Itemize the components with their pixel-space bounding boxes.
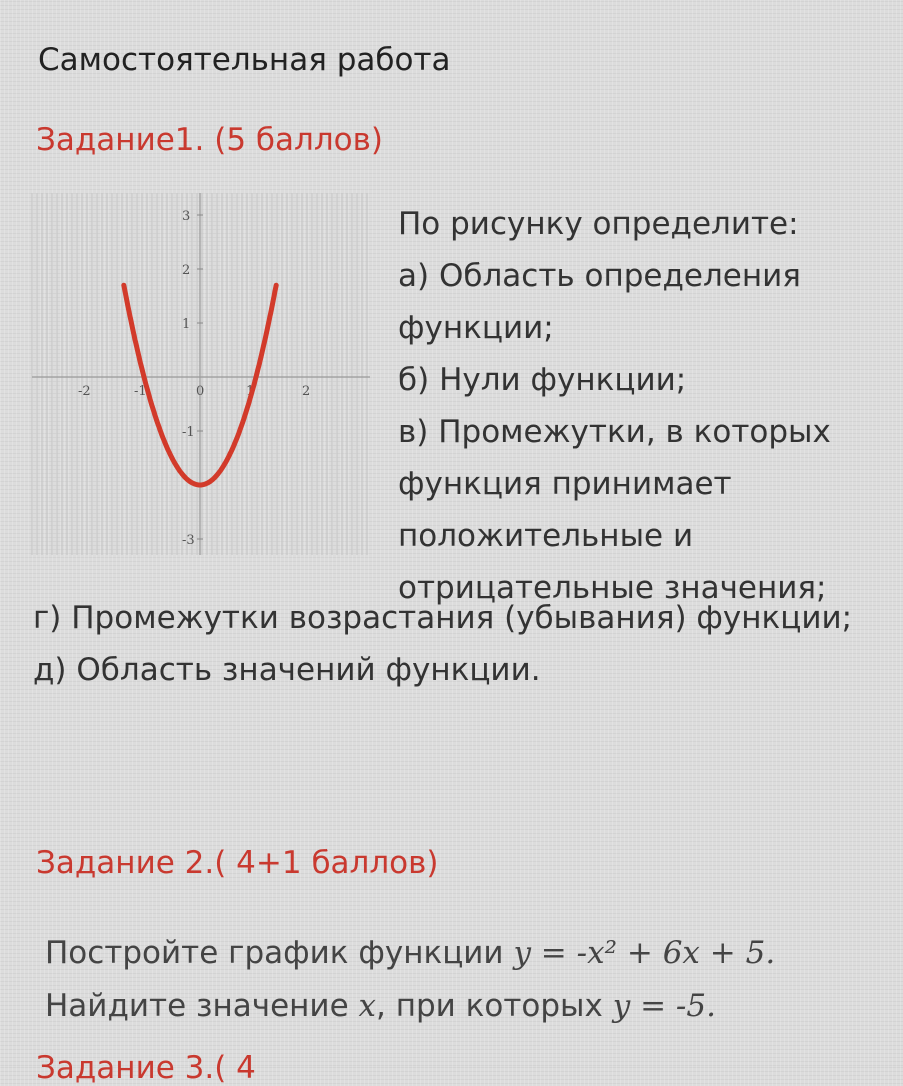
question-g: г) Промежутки возрастания (убывания) функции; (33, 600, 853, 636)
y-tick-label: -1 (182, 425, 195, 440)
x-tick-labels (78, 384, 310, 399)
task3-heading-cut: Задание 3.( 4 (36, 1050, 256, 1086)
question-v-cont1: функция принимает (398, 466, 732, 502)
task1-questions (398, 198, 831, 614)
task2-formula-1: y = -x² + 6x + 5. (513, 935, 776, 971)
y-tick-label: 1 (182, 317, 191, 332)
parabola-graph (30, 185, 375, 575)
x-tick-label: 0 (196, 384, 205, 399)
x-tick-label: 2 (302, 384, 311, 399)
question-d: д) Область значений функции. (33, 652, 541, 688)
task2-formula-2: y = -5. (612, 988, 716, 1024)
task2-var-x: x (358, 988, 376, 1024)
question-v-cont2: положительные и (398, 518, 694, 554)
x-tick-label: -1 (134, 384, 147, 399)
task2-line1 (45, 935, 775, 971)
question-a: а) Область определения (398, 258, 801, 294)
y-tick-label: 3 (182, 209, 191, 224)
question-b: б) Нули функции; (398, 362, 687, 398)
task2-line2 (45, 988, 716, 1024)
task2-line2-text: Найдите значение (45, 988, 359, 1024)
task2-line2-mid: , при которых (375, 988, 613, 1024)
page-title: Самостоятельная работа (38, 42, 451, 78)
task2-line1-text: Постройте график функции (45, 935, 514, 971)
task1-heading: Задание1. (5 баллов) (36, 122, 383, 158)
x-tick-label: -2 (78, 384, 91, 399)
question-v: в) Промежутки, в которых (398, 414, 831, 450)
y-tick-label: 2 (182, 263, 191, 278)
question-v-cont3: отрицательные значения; (398, 570, 827, 606)
question-intro: По рисунку определите: (398, 206, 799, 242)
y-tick-label: -3 (182, 533, 195, 548)
task2-heading: Задание 2.( 4+1 баллов) (36, 845, 439, 881)
x-tick-label: 1 (246, 384, 255, 399)
question-a-cont: функции; (398, 310, 554, 346)
